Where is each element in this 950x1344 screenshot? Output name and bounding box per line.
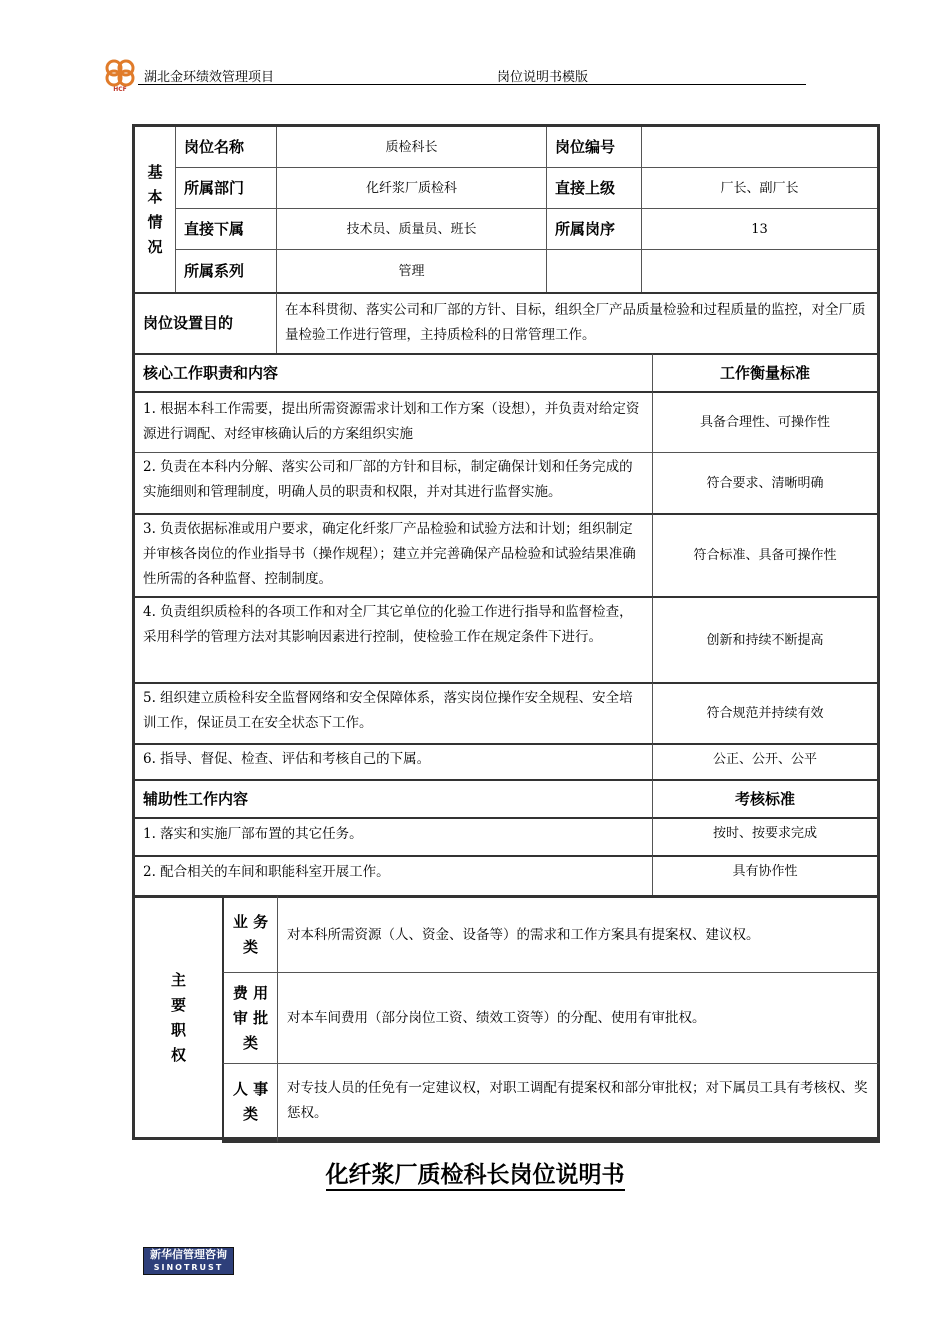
power-text-personnel: 对专技人员的任免有一定建议权，对职工调配有提案权和部分审批权；对下属员工具有考核权、奖惩权。 — [277, 1063, 880, 1143]
department-label: 所属部门 — [175, 167, 276, 208]
power-text-business: 对本科所需资源（人、资金、设备等）的需求和工作方案具有提案权、建议权。 — [277, 895, 877, 972]
hcf-logo — [100, 56, 140, 92]
aux-duty-1: 1. 落实和实施厂部布置的其它任务。 — [135, 817, 652, 855]
core-duties-header: 核心工作职责和内容 — [135, 353, 652, 391]
header-template: 岗位说明书模版 — [497, 70, 589, 85]
subordinate-label: 直接下属 — [175, 208, 276, 249]
position-name-label: 岗位名称 — [175, 127, 276, 167]
core-standard-1: 具备合理性、可操作性 — [652, 391, 877, 452]
aux-standard-1: 按时、按要求完成 — [652, 817, 877, 855]
core-standard-6: 公正、公开、公平 — [652, 743, 877, 779]
core-duty-5: 5. 组织建立质检科安全监督网络和安全保障体系，落实岗位操作安全规程、安全培训工作，保证员工在安全状态下工作。 — [135, 682, 652, 743]
series-label: 所属系列 — [175, 249, 276, 292]
department-value: 化纤浆厂质检科 — [276, 167, 546, 208]
core-standard-5: 符合规范并持续有效 — [652, 682, 877, 743]
series-value: 管理 — [276, 249, 546, 292]
position-no-value — [641, 127, 877, 167]
aux-standard-header: 考核标准 — [652, 779, 877, 817]
sequence-label: 所属岗序 — [546, 208, 641, 249]
power-category-expense: 费 用 审 批 类 — [222, 972, 277, 1063]
position-name-value: 质检科长 — [276, 127, 546, 167]
purpose-text: 在本科贯彻、落实公司和厂部的方针、目标，组织全厂产品质量检验和过程质量的监控，对全厂质量检验工作进行管理，主持质检科的日常管理工作。 — [276, 292, 877, 353]
purpose-label: 岗位设置目的 — [135, 292, 276, 353]
superior-label: 直接上级 — [546, 167, 641, 208]
aux-duty-2: 2. 配合相关的车间和职能科室开展工作。 — [135, 855, 652, 895]
core-duty-4: 4. 负责组织质检科的各项工作和对全厂其它单位的化验工作进行指导和监督检查，采用科学的管理方法对其影响因素进行控制，使检验工作在规定条件下进行。 — [135, 596, 652, 682]
empty-cell — [546, 249, 641, 292]
core-standard-header: 工作衡量标准 — [652, 353, 877, 391]
core-duty-2: 2. 负责在本科内分解、落实公司和厂部的方针和目标，制定确保计划和任务完成的实施细则和管理制度，明确人员的职责和权限，并对其进行监督实施。 — [135, 452, 652, 513]
basic-section-label: 基 本 情 况 — [147, 162, 163, 256]
aux-duties-header: 辅助性工作内容 — [135, 779, 652, 817]
core-duty-6: 6. 指导、督促、检查、评估和考核自己的下属。 — [135, 743, 652, 779]
core-standard-3: 符合标准、具备可操作性 — [652, 513, 877, 596]
subordinate-value: 技术员、质量员、班长 — [276, 208, 546, 249]
aux-standard-2: 具有协作性 — [652, 855, 877, 895]
powers-section-label: 主 要 职 权 — [135, 895, 222, 1137]
svg-text:HCF: HCF — [113, 86, 127, 92]
core-standard-4: 创新和持续不断提高 — [652, 596, 877, 682]
document-title: 化纤浆厂质检科长岗位说明书 — [0, 1156, 950, 1189]
header-rule — [138, 84, 806, 85]
superior-value: 厂长、副厂长 — [641, 167, 877, 208]
power-text-expense: 对本车间费用（部分岗位工资、绩效工资等）的分配、使用有审批权。 — [277, 972, 877, 1063]
core-duty-1: 1. 根据本科工作需要，提出所需资源需求计划和工作方案（设想），并负责对给定资源进行调配、对经审核确认后的方案组织实施 — [135, 391, 652, 452]
sinotrust-logo: 新华信管理咨询 SINOTRUST — [143, 1247, 234, 1275]
empty-cell — [641, 249, 877, 292]
power-category-business: 业 务 类 — [222, 895, 277, 972]
core-duty-3: 3. 负责依据标准或用户要求，确定化纤浆厂产品检验和试验方法和计划；组织制定并审核各岗位的作业指导书（操作规程）；建立并完善确保产品检验和试验结果准确性所需的各种监督、控制制度。 — [135, 513, 652, 596]
header-project: 湖北金环绩效管理项目 — [144, 70, 275, 85]
position-no-label: 岗位编号 — [546, 127, 641, 167]
power-category-personnel: 人 事 类 — [222, 1063, 277, 1143]
core-standard-2: 符合要求、清晰明确 — [652, 452, 877, 513]
sequence-value: 13 — [641, 208, 877, 249]
